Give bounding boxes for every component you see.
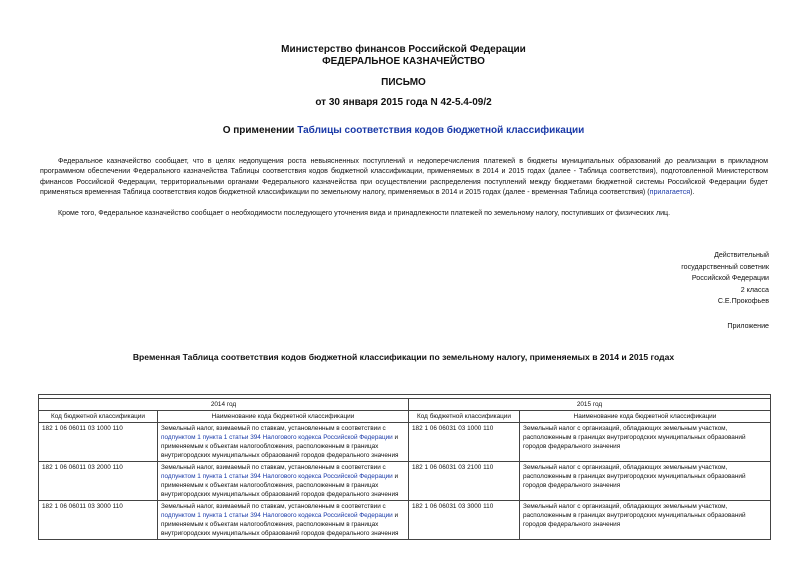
- cell-code-2014: 182 1 06 06011 03 2000 110: [39, 462, 158, 501]
- cell-name-2015: Земельный налог с организаций, обладающих земельным участком, расположенным в границах внутригородских муниципальных образований городов федерального значения: [520, 462, 771, 501]
- subject-link[interactable]: Таблицы соответствия кодов бюджетной классификации: [297, 125, 585, 136]
- cell-name-2015: Земельный налог с организаций, обладающих земельным участком, расположенным в границах внутригородских муниципальных образований городов федерального значения: [520, 501, 771, 540]
- cell-name-2014: [158, 423, 409, 462]
- tax-code-link[interactable]: подпунктом 1 пункта 1 статьи 394 Налогового кодекса Российской Федерации: [161, 434, 393, 441]
- signature-line-3: Российской Федерации: [691, 274, 769, 283]
- document-date: от 30 января 2015 года N 42-5.4-09/2: [315, 97, 492, 108]
- annex-link[interactable]: прилагается: [649, 188, 691, 197]
- document-type: ПИСЬМО: [381, 77, 426, 88]
- table-column-header: [39, 411, 771, 423]
- signature-block: [681, 250, 769, 308]
- signature-name: С.Е.Прокофьев: [717, 297, 769, 306]
- col-header-name-2014: Наименование кода бюджетной классификации: [158, 411, 409, 423]
- signature-line-1: Действительный: [714, 251, 769, 259]
- table-row: [39, 501, 771, 540]
- cell-code-2015: 182 1 06 06031 03 3000 110: [409, 501, 520, 540]
- body-paragraph-1: [40, 156, 768, 198]
- table-row: [39, 423, 771, 462]
- agency-name: ФЕДЕРАЛЬНОЕ КАЗНАЧЕЙСТВО: [322, 56, 485, 67]
- cell-name-2014: [158, 501, 409, 540]
- codes-table: [38, 394, 771, 540]
- subject-prefix: О применении: [222, 125, 298, 136]
- annex-label: Приложение: [727, 322, 769, 330]
- tax-code-link[interactable]: подпунктом 1 пункта 1 статьи 394 Налогового кодекса Российской Федерации: [161, 473, 393, 480]
- paragraph-1-text: Федеральное казначейство сообщает, что в целях недопущения роста невыясненных поступлений и недоперечисления платежей в бюджеты муниципальных образований до реализации в прикладном программном обеспечении Федерального казначейства Таблицы соответствия кодов бюджетной классификации, применяемых в 2014 и 2015 годах (далее - Таблица соответствия), подготовленной Министерством финансов Российской Федерации, территориальными органами Федерального казначейства при осуществлении распределения поступлений между бюджетами бюджетной системы Российской Федерации будет применяться временная Таблица соответствия кодов бюджетной классификации по земельному налогу, применяемых в 2014 и 2015 годах (далее - временная Таблица соответствия) (: [40, 157, 768, 197]
- name-2014-text-end: и применяемым к объектам налогообложения, расположенным в границах внутригородских муниципальных образований городов федерального значения: [161, 434, 399, 459]
- cell-name-2015: Земельный налог с организаций, обладающих земельным участком, расположенным в границах внутригородских муниципальных образований городов федерального значения: [520, 423, 771, 462]
- name-2014-text: Земельный налог, взимаемый по ставкам, установленным в соответствии с: [161, 503, 386, 510]
- tax-code-link[interactable]: подпунктом 1 пункта 1 статьи 394 Налогового кодекса Российской Федерации: [161, 512, 393, 519]
- signature-line-2: государственный советник: [681, 262, 769, 271]
- col-header-code-2014: Код бюджетной классификации: [39, 411, 158, 423]
- table-title: Временная Таблица соответствия кодов бюджетной классификации по земельному налогу, применяемых в 2014 и 2015 годах: [132, 352, 675, 362]
- group-header-2015: 2015 год: [409, 399, 771, 411]
- cell-code-2015: 182 1 06 06031 03 2100 110: [409, 462, 520, 501]
- document-subject: [0, 125, 807, 136]
- name-2014-text-end: и применяемым к объектам налогообложения, расположенным в границах внутригородских муниципальных образований городов федерального значения: [161, 512, 399, 537]
- cell-name-2014: [158, 462, 409, 501]
- table-row: [39, 462, 771, 501]
- signature-line-4: 2 класса: [740, 285, 769, 294]
- group-header-2014: 2014 год: [39, 399, 409, 411]
- name-2014-text-end: и применяемым к объектам налогообложения, расположенным в границах внутригородских муниципальных образований городов федерального значения: [161, 473, 399, 498]
- col-header-name-2015: Наименование кода бюджетной классификации: [520, 411, 771, 423]
- cell-code-2015: 182 1 06 06031 03 1000 110: [409, 423, 520, 462]
- cell-code-2014: 182 1 06 06011 03 3000 110: [39, 501, 158, 540]
- body-paragraph-2: Кроме того, Федеральное казначейство сообщает о необходимости последующего уточнения вида и принадлежности платежей по земельному налогу, поступивших от физических лиц.: [58, 209, 671, 217]
- col-header-code-2015: Код бюджетной классификации: [409, 411, 520, 423]
- paragraph-1-end: ).: [690, 188, 695, 197]
- ministry-name: Министерство финансов Российской Федерации: [281, 44, 526, 55]
- table-group-header: [39, 399, 771, 411]
- name-2014-text: Земельный налог, взимаемый по ставкам, установленным в соответствии с: [161, 464, 386, 471]
- name-2014-text: Земельный налог, взимаемый по ставкам, установленным в соответствии с: [161, 425, 386, 432]
- cell-code-2014: 182 1 06 06011 03 1000 110: [39, 423, 158, 462]
